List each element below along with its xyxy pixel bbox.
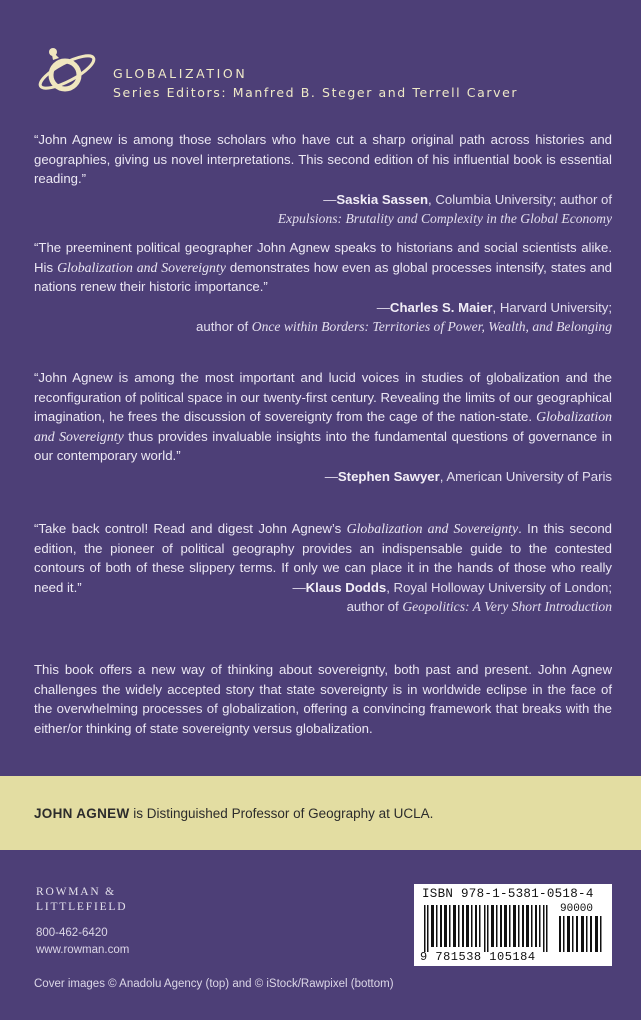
endorser-affiliation: , Columbia University; author of (428, 191, 612, 207)
price-code: 90000 (560, 903, 594, 915)
endorser-work: Expulsions: Brutality and Complexity in the Global Economy (277, 211, 612, 226)
author-of-label: author of (346, 599, 403, 614)
author-name: JOHN AGNEW (34, 806, 130, 821)
endorser-name: Stephen Sawyer (337, 468, 440, 484)
publisher-website: www.rowman.com (36, 944, 130, 956)
endorsement-quote (34, 130, 612, 229)
endorser-affiliation: , Royal Holloway University of London; (386, 579, 612, 595)
quote-attribution (34, 190, 612, 229)
endorser-work: Once within Borders: Territories of Power, Wealth, and Belonging (251, 319, 612, 334)
series-editors: Series Editors: Manfred B. Steger and Terrell Carver (113, 85, 519, 100)
barcode-icon (424, 905, 548, 952)
endorser-name: Saskia Sassen (336, 191, 429, 207)
endorsement-quote (34, 368, 612, 486)
endorser-work: Geopolitics: A Very Short Introduction (402, 599, 612, 614)
publisher-logo (36, 885, 127, 915)
quote-text: “Take back control! Read and digest John Agnew’s Globalization and Sovereignty. In this second edition, the pioneer of political geography provides an indispensable guide to the contested contours of both of these slippery terms. If only we can place it in the hands of those who really need it.” (34, 521, 612, 595)
endorser-name: Charles S. Maier (389, 299, 493, 315)
author-bio (34, 806, 433, 821)
publisher-line-1: ROWMAN & (36, 886, 116, 898)
author-bio-band (0, 776, 641, 850)
globe-orbit-icon (33, 42, 101, 102)
endorser-name: Klaus Dodds (305, 579, 387, 595)
attribution-dash: — (376, 299, 390, 315)
book-title: Globalization and Sovereignty (57, 259, 226, 275)
quote-attribution (34, 298, 612, 337)
barcode-box (414, 884, 612, 966)
book-title: Globalization and Sovereignty (346, 521, 519, 536)
quote-text: “John Agnew is among those scholars who have cut a sharp original path across histories and geographies, giving us novel interpretations. This second edition of his influential book is essential reading.” (34, 132, 612, 186)
book-title: Globalization and Sovereignty (34, 409, 612, 444)
publisher-contact (36, 925, 129, 959)
attribution-dash: — (324, 468, 338, 484)
publisher-line-2: LITTLEFIELD (36, 901, 128, 913)
publisher-phone: 800-462-6420 (36, 927, 108, 939)
series-title: GLOBALIZATION (113, 66, 248, 81)
series-header (113, 66, 518, 101)
price-barcode-icon (559, 916, 604, 952)
endorser-affiliation: , Harvard University; (492, 299, 612, 315)
endorsement-quote (34, 519, 612, 617)
attribution-dash: — (323, 191, 337, 207)
author-of-label: author of (196, 319, 252, 334)
barcode-digits: 9 781538 105184 (420, 950, 536, 964)
attribution-dash: — (292, 579, 306, 595)
isbn-number: ISBN 978-1-5381-0518-4 (422, 887, 594, 901)
cover-image-credits: Cover images © Anadolu Agency (top) and © iStock/Rawpixel (bottom) (34, 978, 394, 990)
endorsement-quote (34, 238, 612, 337)
author-bio-text: is Distinguished Professor of Geography at UCLA. (129, 806, 434, 821)
quote-text: “The preeminent political geographer John Agnew speaks to historians and social scientists alike. His Globalization and Sovereignty demonstrates how even as global processes intensify, states and nations renew their historic importance.” (34, 240, 613, 294)
quote-attribution (34, 578, 612, 617)
book-description: This book offers a new way of thinking about sovereignty, both past and present. John Agnew challenges the widely accepted story that state sovereignty is in worldwide eclipse in the face of the overwhelming processes of globalization, offering a convincing framework that breaks with the either/or thinking of state sovereignty versus globalization. (34, 662, 612, 736)
endorser-affiliation: , American University of Paris (439, 468, 612, 484)
quote-attribution (34, 467, 612, 487)
quote-text: “John Agnew is among the most important and lucid voices in studies of globalization and the reconfiguration of political space in our twenty-first century. Revealing the limits of our geographical imagination, he frees the discussion of sovereignty from the cage of the nation-state. Globalization and Sovereignty thus provides invaluable insights into the fundamental questions of governance in our contemporary world.” (34, 370, 612, 463)
